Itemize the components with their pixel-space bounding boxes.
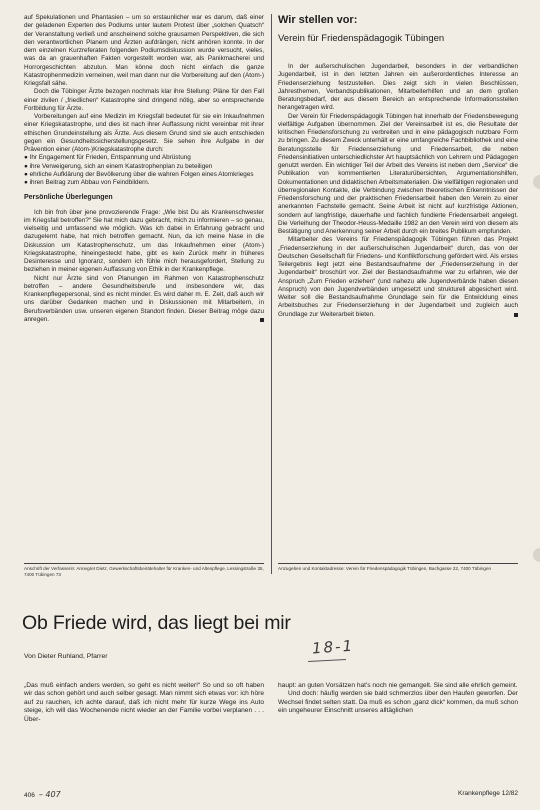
article-right-column: [278, 682, 518, 716]
article-paragraph: Und doch: häufig werden sie bald schmerzlos über den Haufen geworfen. Der Wechsel findet selten statt. Da muß es schon „ganz dick“ kommen, da muß schon ein ungeheurer Einschnitt unseres alltäglichen: [278, 690, 518, 715]
footnote-rule: [278, 563, 518, 564]
end-mark-icon: [260, 318, 264, 322]
bullet-icon: ●: [24, 162, 30, 170]
handwritten-note: 18-1: [311, 636, 355, 658]
punch-hole: [533, 548, 540, 562]
left-paragraph: Vorbereitungen auf eine Medizin im Kriegsfall bedeutet für sie ein Inkaufnehmen einer Kriegskatastrophe, und dies ist nach ihrer Auffassung nicht vereinbar mit ihrer ethischen Grundeinstellung als Ärzte. Aus diesem Grund sind sie auch entschieden gegen ein Gesundheitssicherstellungsgesetz. Sie sehen ihre Aufgabe in der Prävention einer (Atom-)Kriegskatastrophe durch:: [24, 113, 264, 153]
bullet-icon: ●: [24, 170, 30, 178]
left-column: [24, 14, 264, 324]
right-paragraph: Der Verein für Friedenspädagogik Tübingen hat innerhalb der Friedensbewegung vielfältige Aufgaben übernommen. Ziel der Vereinsarbeit ist es, die Resultate der kritischen Friedensforschung zu verbreiten und in eine pädagogisch nutzbare Form zu bringen. Zu diesem Zweck unterhält er eine umfangreiche Fachbibliothek und eine Beratungsstelle für Friedenserziehung und Friedensarbeit, die neben Friedensinitiativen unterschiedlichster Art hauptsächlich von Lehrern und Pädagogen genutzt werden. Ein wichtiger Teil der Arbeit des Vereins ist neben dem „Service“ die Publikation von kommentierten Literaturübersichten, Argumentationshilfen, Dokumentationen und didaktischen Arbeitsmaterialien. Die vielfältigen regionalen und überregionalen Kontakte, die Verbindung zwischen theoretischen Erkenntnissen der Friedensforschung und der praktischen Friedensarbeit haben den Verein zu einer anerkannten Fachstelle gemacht. Seine Arbeit ist nicht auf kurzfristige Aktionen, sondern auf langfristige, dauerhafte und fachlich fundierte Friedensarbeit angelegt. Die Verleihung der Theodor-Heuss-Medaille 1982 an den Verein wird von diesem als Bestätigung und Anerkennung seiner Arbeit durch ein breites Publikum empfunden.: [278, 112, 518, 235]
bullet-item: ● Ihr Engagement für Frieden, Entspannung und Abrüstung: [24, 154, 191, 162]
right-footnote: Anzugeben und Kontaktadresse: Verein für Friedenspädagogik Tübingen, Bachgasse 22, 7400 Tübingen: [278, 566, 492, 571]
right-column: [278, 14, 518, 319]
left-footnote: Anschrift der Verfasserin: Annegret Dietz, Gewerkschaftsbeirätehalter für Kranken- und Altenpflege, Lessingstraße 35, 7400 Tübingen 73: [24, 566, 264, 577]
page-number: 406 – 407: [24, 790, 61, 799]
bullet-item: ● ehrliche Aufklärung der Bevölkerung über die wahren Folgen eines Atomkrieges: [24, 170, 254, 178]
bullet-icon: ●: [24, 154, 30, 162]
left-paragraph: Nicht nur Ärzte sind von Planungen im Rahmen von Katastrophenschutz betroffen – andere Gesundheitsberufe und insbesondere wir, das Krankenpflegepersonal, sind es nicht minder. Es wird daher m. E. Zeit, daß auch wir uns darüber Gedanken machen und in Diskussionen mit Mitarbeitern, in Berufsverbänden usw. unseren eigenen Standort finden. Dieser Beitrag möge dazu anregen.: [24, 274, 264, 323]
article-paragraph: „Das muß einfach anders werden, so geht es nicht weiter!“ So und so oft haben wir das schon gehört und auch selber gesagt. Man nimmt sich etwas vor: ich höre auf zu rauchen, ich achte darauf, daß ich nicht mehr für kurze Wege ins Auto steige, ich will das Wochenende nicht wieder an der Familie vorbei verplanen . . . Über-: [24, 682, 264, 723]
article-byline: Von Dieter Ruhland, Pfarrer: [24, 653, 108, 660]
left-paragraph: auf Spekulationen und Phantasien – um so erstaunlicher war es darum, daß einer der geladenen Experten des Podiums unter lautem Protest über „solchen Quatsch“ der Veranstaltung verließ und anscheinend solche grausamen Perspektiven, die sich den verantwortlichen Planern und Ärzten aufdrängen, nicht anhören konnte. In der dem einzelnen Kurzreferaten folgenden Podiumsdiskussion wurde versucht, vieles, was da an grauenhaften Fakten vorgestellt worden war, als Panikmacherei und Horrorgeschichten abzutun. Man könne doch nicht einfach die ganze Katastrophenmedizin verneinen, weil man dann nur die Vorbereitung auf den (Atom-) Kriegsfall sähe.: [24, 14, 264, 87]
footnote-rule: [24, 563, 264, 564]
box-title: Wir stellen vor:: [278, 14, 358, 26]
article-left-column: [24, 682, 264, 724]
journal-name: Krankenpflege 12/82: [458, 790, 518, 797]
article-paragraph: haupt: an guten Vorsätzen hat's noch nie gemangelt. Sie sind alle ehrlich gemeint.: [278, 682, 518, 689]
punch-hole: [533, 175, 540, 189]
end-mark-icon: [514, 313, 518, 317]
article-title: Ob Friede wird, das liegt bei mir: [22, 612, 291, 634]
bullet-item: ● ihre Verweigerung, sich an einem Katastrophenplan zu beteiligen: [24, 162, 213, 170]
page-annotation: – 407: [38, 790, 61, 799]
right-paragraph: Mitarbeiter des Vereins für Friedenspädagogik Tübingen führen das Projekt „Friedenserziehung in der außerschulischen Jugendarbeit“ durch, das von der Deutschen Gesellschaft für Friedens- und Konfliktforschung gefördert wird. Als erstes Teilergebnis liegt jetzt eine Bestandsaufnahme der „Friedenserziehung in der Jugendarbeit“ broschürt vor. Ziel der Bestandsaufnahme war zu erfahren, wie der Anspruch „Zum Frieden erziehen“ (und nahezu alle Jugendverbände haben diesen Anspruch) von den Jugendverbänden umgesetzt und strukturell abgesichert wird. Weiter soll die Bestandsaufnahme Grundlage sein für die Entwicklung eines Arbeitsbuches zur Friedenserziehung in der Jugendarbeit und zugleich auch Grundlage zur Weiterarbeit bieten.: [278, 236, 518, 318]
handwritten-underline: [308, 659, 346, 662]
bullet-item: ● ihren Beitrag zum Abbau von Feindbildern.: [24, 179, 150, 186]
right-paragraph: In der außerschulischen Jugendarbeit, besonders in der verbandlichen Jugendarbeit, ist in den letzten Jahren ein außerordentliches Interesse an Friedenserziehung festzustellen. Dies zeigt sich in vielen Beschlüssen, Jahresthemen, Verbandspublikationen, Mitarbeiterhilfen und an dem großen Beratungsbedarf, der aus diesem Bereich an entsprechende Informationsstellen herangetragen wird.: [278, 63, 518, 112]
column-divider: [271, 14, 272, 574]
left-paragraph: Doch die Tübinger Ärzte bezogen nochmals klar ihre Stellung: Pläne für den Fall einer zivilen / „friedlichen“ Katastrophe sind dringend nötig, aber so entsprechende Fortbildung für Ärzte.: [24, 88, 264, 112]
box-subtitle: Verein für Friedenspädagogik Tübingen: [278, 33, 445, 44]
section-subheading: Persönliche Überlegungen: [24, 194, 113, 202]
bullet-icon: ●: [24, 179, 30, 186]
left-paragraph: Ich bin froh über jene provozierende Frage: „Wie bist Du als Krankenschwester im Kriegsfall betroffen?“ Sie hat mich dazu gebracht, mich zu informieren – so genau, vielseitig und umfassend wie möglich. Was ich dabei in Erfahrung gebracht und dazugelernt habe, hat mich betroffen gemacht. Nun, da ich meine Nase in die Diskussion um Katastrophenschutz, um das Inkaufnehmen einer (Atom-) Kriegskatastrophe, hineingesteckt habe, gibt es kein Zurück mehr in früheres Desinteresse und Ignoranz, sondern ich fühle mich herausgefordert, Stellung zu beziehen in meiner eigenen Auffassung von Ethik in der Krankenpflege.: [24, 208, 264, 274]
